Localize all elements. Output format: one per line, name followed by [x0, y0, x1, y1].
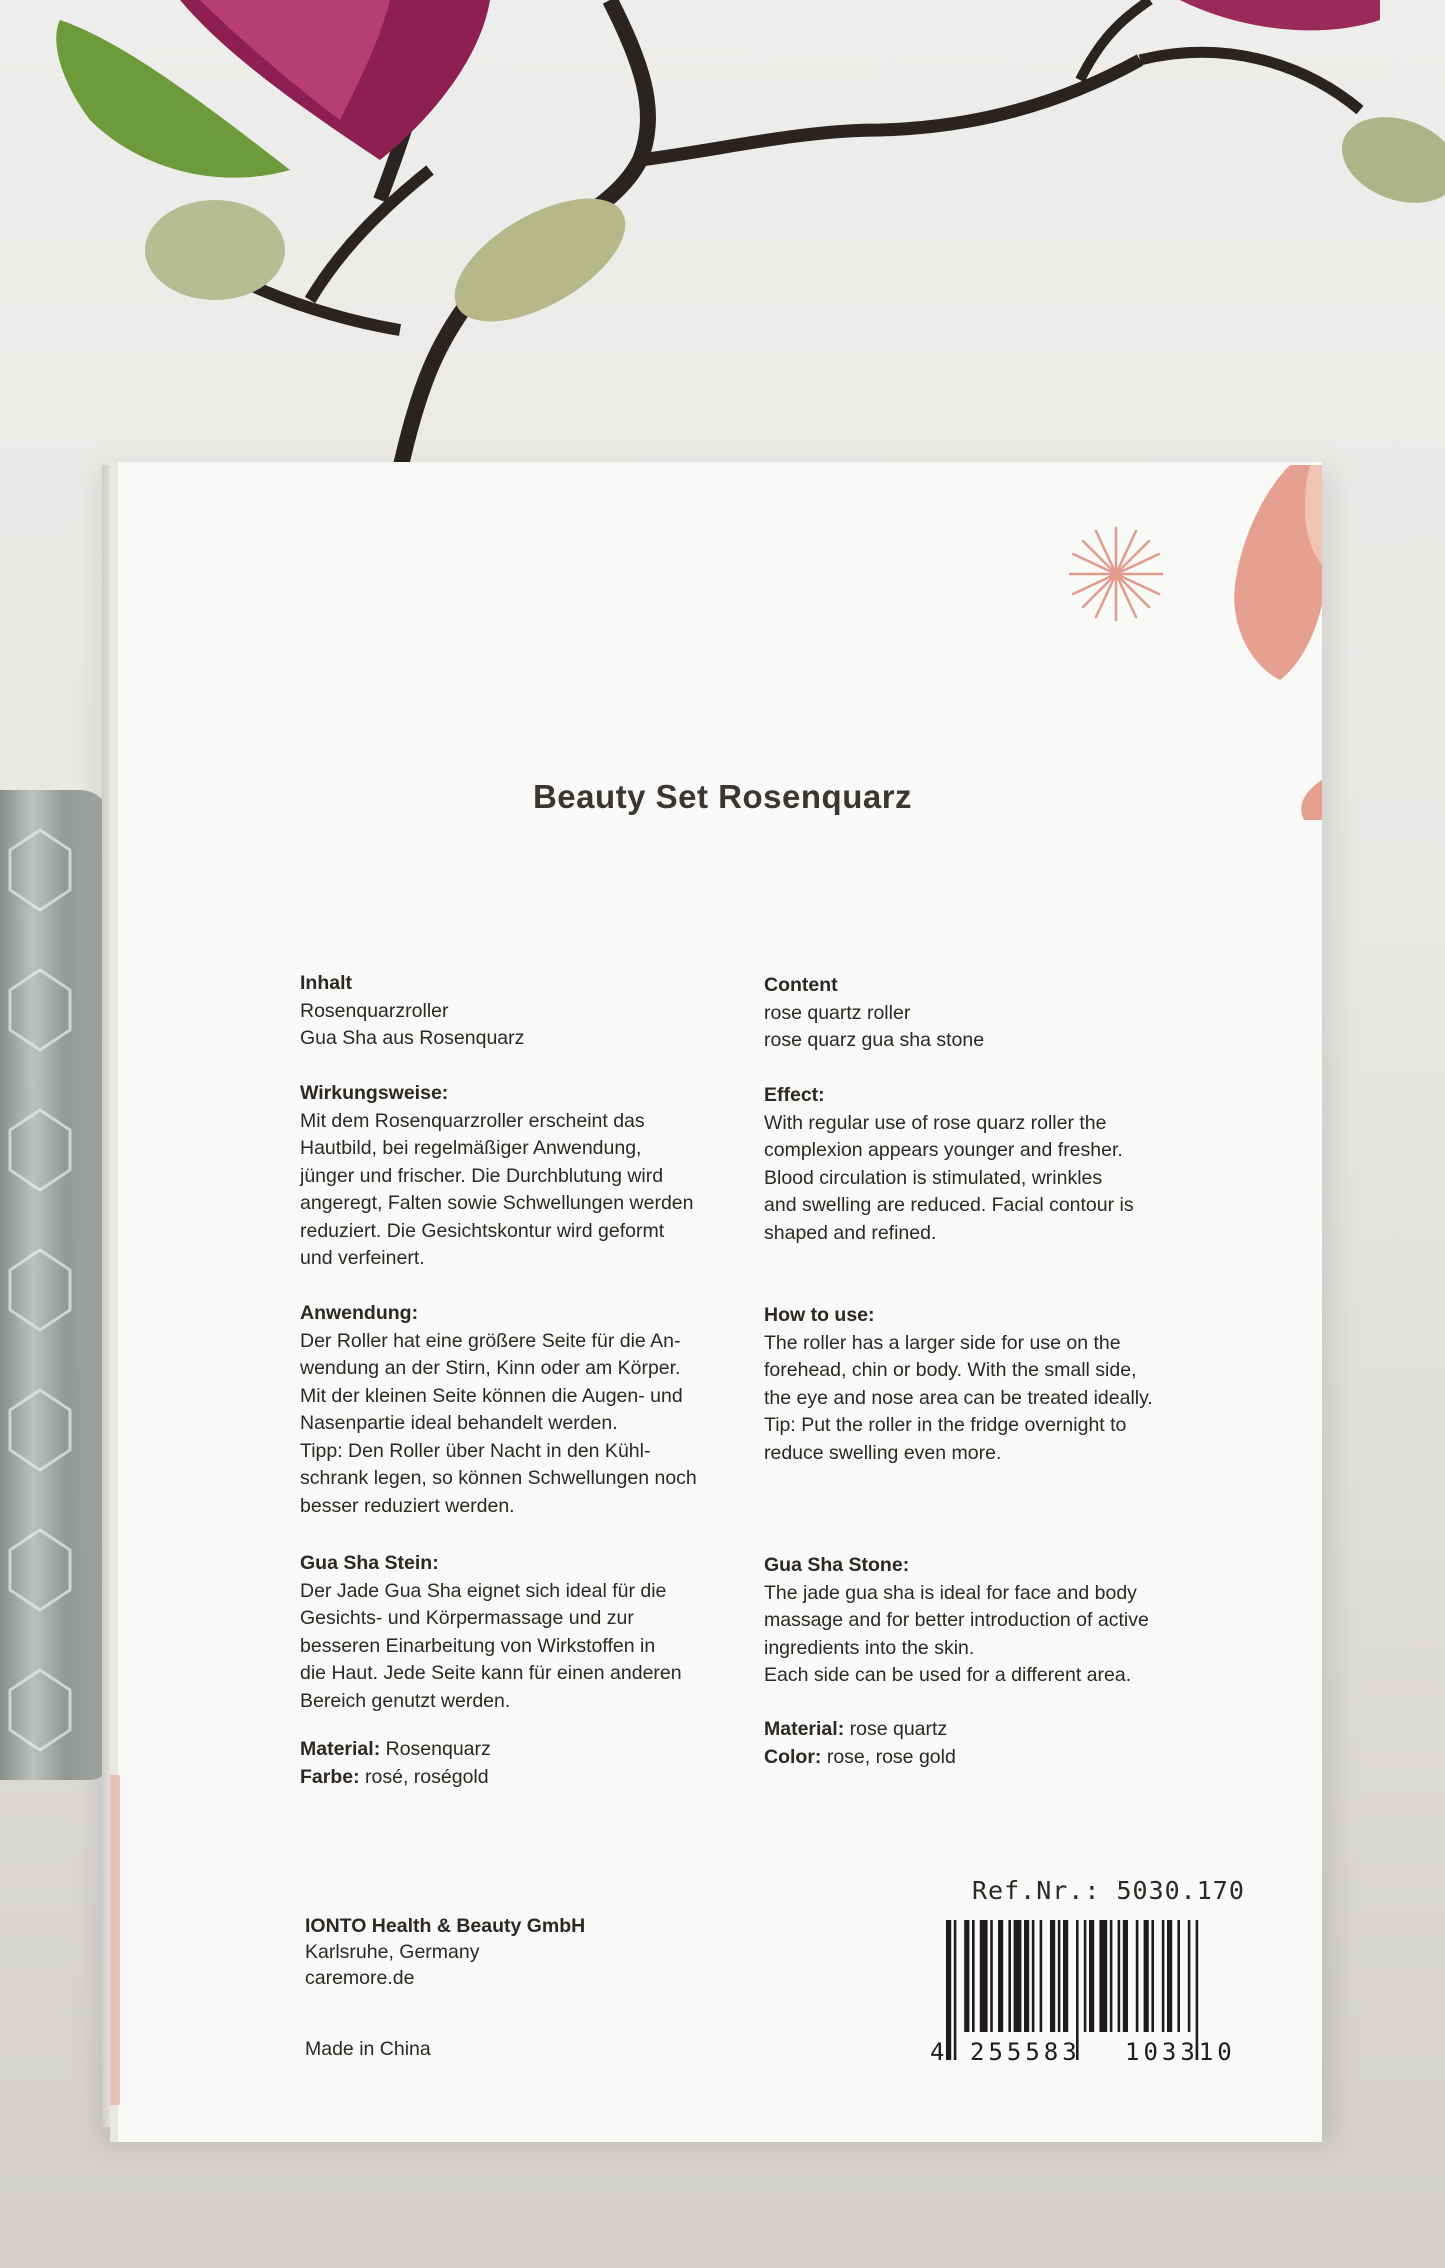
- barcode-bar: [1123, 1920, 1128, 2032]
- wirkung-line: und verfeinert.: [300, 1247, 425, 1269]
- barcode-bar: [972, 1920, 975, 2032]
- wirkung-line: Hautbild, bei regelmäßiger Anwendung,: [300, 1137, 642, 1159]
- material-value: Rosenquarz: [380, 1738, 491, 1760]
- barcode-bar: [1084, 1920, 1087, 2032]
- content-item: rose quarz gua sha stone: [764, 1029, 985, 1051]
- barcode-bar: [1118, 1920, 1121, 2032]
- barcode-left-group: 255583: [970, 2038, 1081, 2065]
- guasha-line: Gesichts- und Körpermassage und zur: [300, 1607, 634, 1629]
- company-name: IONTO Health & Beauty GmbH: [305, 1915, 586, 1937]
- anwendung-line: Der Roller hat eine größere Seite für die An-: [300, 1329, 681, 1352]
- barcode-bar: [964, 1920, 969, 2032]
- barcode-bar: [1151, 1920, 1154, 2032]
- color-value: rose, rose gold: [821, 1745, 956, 1768]
- wirkung-heading: Wirkungsweise:: [300, 1082, 449, 1104]
- inhalt-heading: Inhalt: [300, 972, 352, 994]
- farbe-line: [300, 1764, 491, 1792]
- english-stone-section: [764, 1552, 1224, 1690]
- vase-hexagon-pattern: [0, 790, 110, 1780]
- stone-line: ingredients into the skin.: [764, 1636, 975, 1659]
- english-content-section: [764, 972, 984, 1055]
- anwendung-line: Mit der kleinen Seite können die Augen- und: [300, 1384, 683, 1407]
- sunburst-icon: [1066, 524, 1166, 624]
- guasha-line: die Haut. Jede Seite kann für einen anderen: [300, 1662, 682, 1684]
- effect-line: complexion appears younger and fresher.: [764, 1139, 1123, 1161]
- barcode-bar: [980, 1920, 988, 2032]
- flower-petal-decoration: [1230, 465, 1322, 685]
- barcode-bar: [1110, 1920, 1113, 2032]
- guasha-heading: Gua Sha Stein:: [300, 1552, 439, 1574]
- wirkung-line: Mit dem Rosenquarzroller erscheint das: [300, 1109, 645, 1132]
- anwendung-line: Tipp: Den Roller über Nacht in den Kühl-: [300, 1439, 651, 1462]
- barcode-bar: [1058, 1920, 1061, 2032]
- magnolia-branch-image: [0, 0, 1445, 470]
- guasha-line: Bereich genutzt werden.: [300, 1689, 511, 1712]
- guasha-line: Der Jade Gua Sha eignet sich ideal für die: [300, 1579, 667, 1602]
- content-item: rose quartz roller: [764, 1001, 911, 1024]
- barcode-bar: [954, 1920, 957, 2060]
- english-effect-section: [764, 1082, 1224, 1247]
- color-line: [764, 1744, 956, 1772]
- barcode-bar: [1063, 1920, 1068, 2032]
- barcode-bar: [1014, 1920, 1022, 2032]
- barcode-bar: [1162, 1920, 1165, 2032]
- english-material-section: [764, 1716, 956, 1771]
- german-material-section: [300, 1736, 491, 1791]
- company-website: caremore.de: [305, 1967, 415, 1989]
- effect-line: Blood circulation is stimulated, wrinkles: [764, 1166, 1103, 1189]
- effect-line: and swelling are reduced. Facial contour is: [764, 1194, 1134, 1216]
- barcode-bar: [1136, 1920, 1139, 2032]
- barcode-bar: [1032, 1920, 1035, 2032]
- barcode-bar: [1050, 1920, 1055, 2032]
- barcode-bar: [990, 1920, 993, 2032]
- barcode-bar: [1024, 1920, 1029, 2032]
- german-inhalt-section: [300, 970, 524, 1053]
- company-city: Karlsruhe, Germany: [305, 1941, 480, 1963]
- effect-line: With regular use of rose quarz roller the: [764, 1111, 1107, 1134]
- barcode-bar: [1188, 1920, 1191, 2032]
- material-line: [300, 1736, 491, 1764]
- stone-line: massage and for better introduction of active: [764, 1609, 1149, 1631]
- german-anwendung-section: [300, 1300, 760, 1520]
- anwendung-line: schrank legen, so können Schwellungen noch: [300, 1467, 697, 1489]
- material-value: rose quartz: [844, 1718, 948, 1740]
- product-title: Beauty Set Rosenquarz: [532, 778, 913, 815]
- german-guasha-section: [300, 1550, 760, 1715]
- barcode-bar: [1099, 1920, 1107, 2032]
- company-address: [305, 1913, 585, 1991]
- material-label: Material:: [300, 1738, 381, 1760]
- anwendung-line: wendung an der Stirn, Kinn oder am Körper.: [300, 1357, 681, 1379]
- wirkung-line: reduziert. Die Gesichtskontur wird geformt: [300, 1219, 665, 1242]
- box-side-pink-strip: [110, 1775, 120, 2105]
- barcode-bar: [1167, 1920, 1172, 2032]
- barcode-bar: [1177, 1920, 1180, 2032]
- barcode-bar: [1089, 1920, 1094, 2032]
- anwendung-line: Nasenpartie ideal behandelt werden.: [300, 1412, 618, 1434]
- material-line: [764, 1716, 956, 1744]
- howto-heading: How to use:: [764, 1304, 875, 1326]
- barcode-bar: [1040, 1920, 1043, 2032]
- farbe-label: Farbe:: [300, 1765, 360, 1788]
- anwendung-line: besser reduziert werden.: [300, 1494, 515, 1517]
- howto-line: The roller has a larger side for use on the: [764, 1331, 1121, 1354]
- effect-line: shaped and refined.: [764, 1221, 937, 1244]
- howto-line: Tip: Put the roller in the fridge overnight to: [764, 1414, 1127, 1436]
- barcode-bar: [1144, 1920, 1149, 2032]
- farbe-value: rosé, roségold: [359, 1765, 489, 1788]
- wirkung-line: angeregt, Falten sowie Schwellungen werden: [300, 1192, 694, 1214]
- german-wirkung-section: [300, 1080, 760, 1273]
- made-in-label: Made in China: [305, 2038, 431, 2060]
- barcode-bar: [946, 1920, 951, 2060]
- reference-number: Ref.Nr.: 5030.170: [972, 1876, 1245, 1905]
- anwendung-heading: Anwendung:: [300, 1302, 419, 1324]
- barcode: [930, 1920, 1260, 2065]
- stone-heading: Gua Sha Stone:: [764, 1554, 910, 1576]
- material-label: Material:: [764, 1718, 845, 1740]
- wirkung-line: jünger und frischer. Die Durchblutung wird: [300, 1164, 664, 1187]
- barcode-first-digit: 4: [930, 2038, 945, 2065]
- howto-line: reduce swelling even more.: [764, 1441, 1002, 1464]
- howto-line: forehead, chin or body. With the small side,: [764, 1359, 1137, 1381]
- barcode-bar: [1008, 1920, 1011, 2032]
- english-howto-section: [764, 1302, 1224, 1467]
- inhalt-item: Rosenquarzroller: [300, 999, 449, 1022]
- barcode-bar: [998, 1920, 1003, 2032]
- content-heading: Content: [764, 974, 838, 996]
- stone-line: Each side can be used for a different area.: [764, 1664, 1132, 1686]
- howto-line: the eye and nose area can be treated ideally.: [764, 1386, 1153, 1409]
- inhalt-item: Gua Sha aus Rosenquarz: [300, 1027, 525, 1049]
- color-label: Color:: [764, 1745, 822, 1768]
- effect-heading: Effect:: [764, 1084, 825, 1106]
- stone-line: The jade gua sha is ideal for face and body: [764, 1581, 1137, 1604]
- guasha-line: besseren Einarbeitung von Wirkstoffen in: [300, 1634, 656, 1657]
- barcode-right-group: 103310: [1125, 2038, 1236, 2065]
